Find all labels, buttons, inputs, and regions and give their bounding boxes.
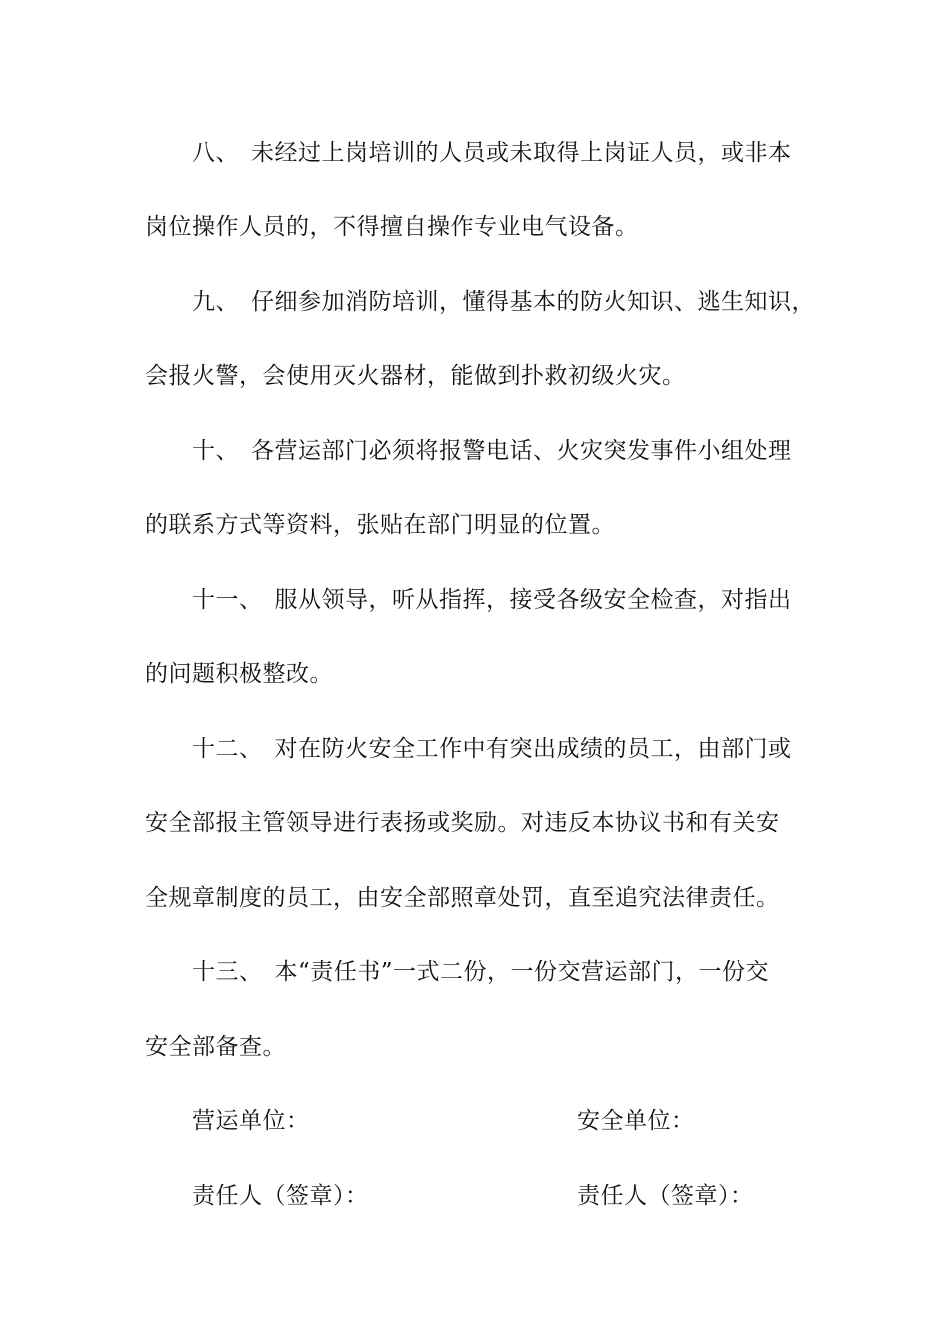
clause-11-continuation: 的问题积极整改。: [145, 661, 333, 687]
clause-12-first-line: [192, 734, 882, 764]
clause-12-number: 十二、: [192, 736, 263, 762]
clause-9-continuation: 会报火警，会使用灭火器材，能做到扑救初级火灾。: [145, 363, 686, 389]
clause-13-continuation: 安全部备查。: [145, 1034, 286, 1060]
clause-10-first-line: [192, 436, 882, 466]
clause-11-text: 服从领导，听从指挥，接受各级安全检查，对指出: [274, 587, 792, 613]
clause-10-continuation: 的联系方式等资料，张贴在部门明显的位置。: [145, 512, 615, 538]
clause-9-first-line: [192, 287, 882, 317]
safety-responsible-person-label: 责任人（签章）：: [577, 1183, 754, 1209]
clause-12-continuation-2: 全规章制度的员工，由安全部照章处罚，直至追究法律责任。: [145, 885, 780, 911]
clause-13-number: 十三、: [192, 959, 263, 985]
clause-13-text: 本“责任书”一式二份，一份交营运部门，一份交: [274, 959, 770, 985]
safety-unit-label: 安全单位：: [577, 1108, 695, 1134]
clause-9-number: 九、: [192, 289, 239, 315]
clause-13-first-line: [192, 957, 882, 987]
clause-10-number: 十、: [192, 438, 239, 464]
operating-unit-label: 营运单位：: [192, 1108, 310, 1134]
clause-8-number: 八、: [192, 140, 239, 166]
clause-8-text: 未经过上岗培训的人员或未取得上岗证人员，或非本: [251, 140, 792, 166]
clause-8-first-line: [192, 138, 882, 168]
operating-responsible-person-label: 责任人（签章）：: [192, 1183, 369, 1209]
clause-12-text: 对在防火安全工作中有突出成绩的员工，由部门或: [274, 736, 792, 762]
clause-9-text: 仔细参加消防培训，懂得基本的防火知识、逃生知识，: [251, 289, 815, 315]
clause-11-number: 十一、: [192, 587, 263, 613]
clause-11-first-line: [192, 585, 882, 615]
clause-12-continuation-1: 安全部报主管领导进行表扬或奖励。对违反本协议书和有关安: [145, 810, 780, 836]
clause-10-text: 各营运部门必须将报警电话、火灾突发事件小组处理: [251, 438, 792, 464]
clause-8-continuation: 岗位操作人员的，不得擅自操作专业电气设备。: [145, 214, 639, 240]
